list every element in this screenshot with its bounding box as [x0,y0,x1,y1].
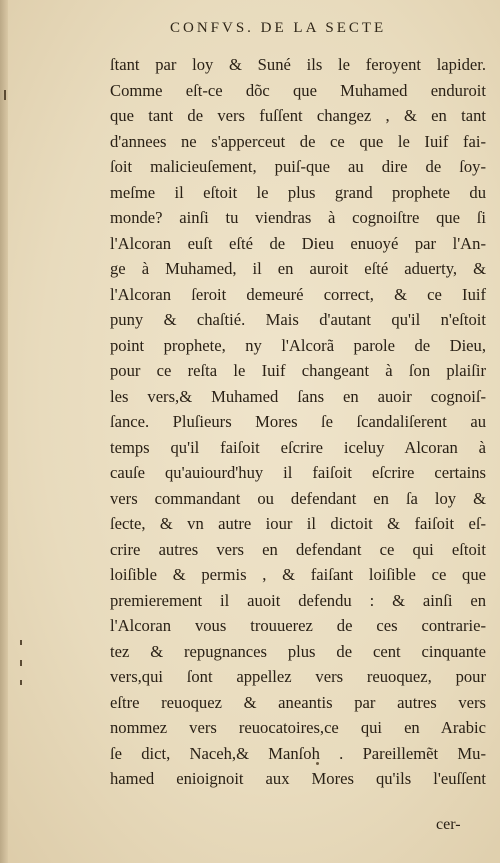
text-line: puny & chaſtié. Mais d'autant qu'il n'eſtoit [110,310,486,329]
catchword: cer- [436,816,461,833]
text-line: meſme il eſtoit le plus grand prophete du [110,182,486,202]
margin-mark [20,680,22,685]
text-line: monde? ainſi tu viendras à cognoiſtre que ſi [110,208,486,227]
text-line: l'Alcoran ſeroit demeuré correct, & ce Iuif [110,284,486,304]
text-line: temps qu'il faiſoit eſcrire iceluy Alcoran à [110,437,486,457]
text-line: premierement il auoit defendu : & ainſi en [110,590,486,610]
text-line: pour ce reſta le Iuif changeant à ſon plaiſir [110,361,486,380]
text-line: nommez vers reuocatoires,ce qui en Arabic [110,718,486,737]
margin-mark [20,640,22,645]
text-line: les vers,& Muhamed ſans en auoir cognoiſ- [110,386,486,406]
text-line: l'Alcoran vous trouuerez de ces contrarie- [110,616,486,635]
text-line: vers commandant ou defendant en ſa loy & [110,488,486,508]
text-line: que tant de vers fuſſent changez , & en tant [110,106,486,125]
text-line: point prophete, ny l'Alcorã parole de Dieu, [110,335,486,355]
text-line: cauſe qu'auiourd'huy il faiſoit eſcrire certains [110,463,486,482]
text-line: vers,qui ſont appellez vers reuoquez, pour [110,667,486,686]
text-line: tez & repugnances plus de cent cinquante [110,641,486,661]
text-line: ſecte, & vn autre iour il dictoit & faiſoit eſ- [110,514,486,533]
margin-mark [4,90,6,100]
text-line: Comme eſt-ce dõc que Muhamed enduroit [110,80,486,100]
text-line: eſtre reuoquez & aneantis par autres vers [110,692,486,712]
binding-gutter [0,0,8,863]
text-line: hamed enioignoit aux Mores qu'ils l'euſſent [110,769,486,788]
text-line: ſe dict, Naceh,& Manſoh . Pareillemẽt Mu- [110,743,486,763]
text-line: ge à Muhamed, il en auroit eſté aduerty, & [110,259,486,278]
text-line: ſtant par loy & Suné ils le feroyent lapider. [110,55,486,74]
text-line: d'annees ne s'apperceut de ce que le Iuif fai- [110,131,486,151]
margin-mark [20,660,22,666]
text-line: ſoit malicieuſement, puiſ-que au dire de ſoy- [110,157,486,176]
text-line: crire autres vers en defendant ce qui eſtoit [110,539,486,559]
text-line: loiſible & permis , & faiſant loiſible ce que [110,565,486,584]
text-line: l'Alcoran euſt eſté de Dieu enuoyé par l'An- [110,233,486,253]
text-line: ſance. Pluſieurs Mores ſe ſcandaliſerent au [110,412,486,431]
running-title: CONFVS. DE LA SECTE [170,20,387,36]
body-text [110,52,486,792]
